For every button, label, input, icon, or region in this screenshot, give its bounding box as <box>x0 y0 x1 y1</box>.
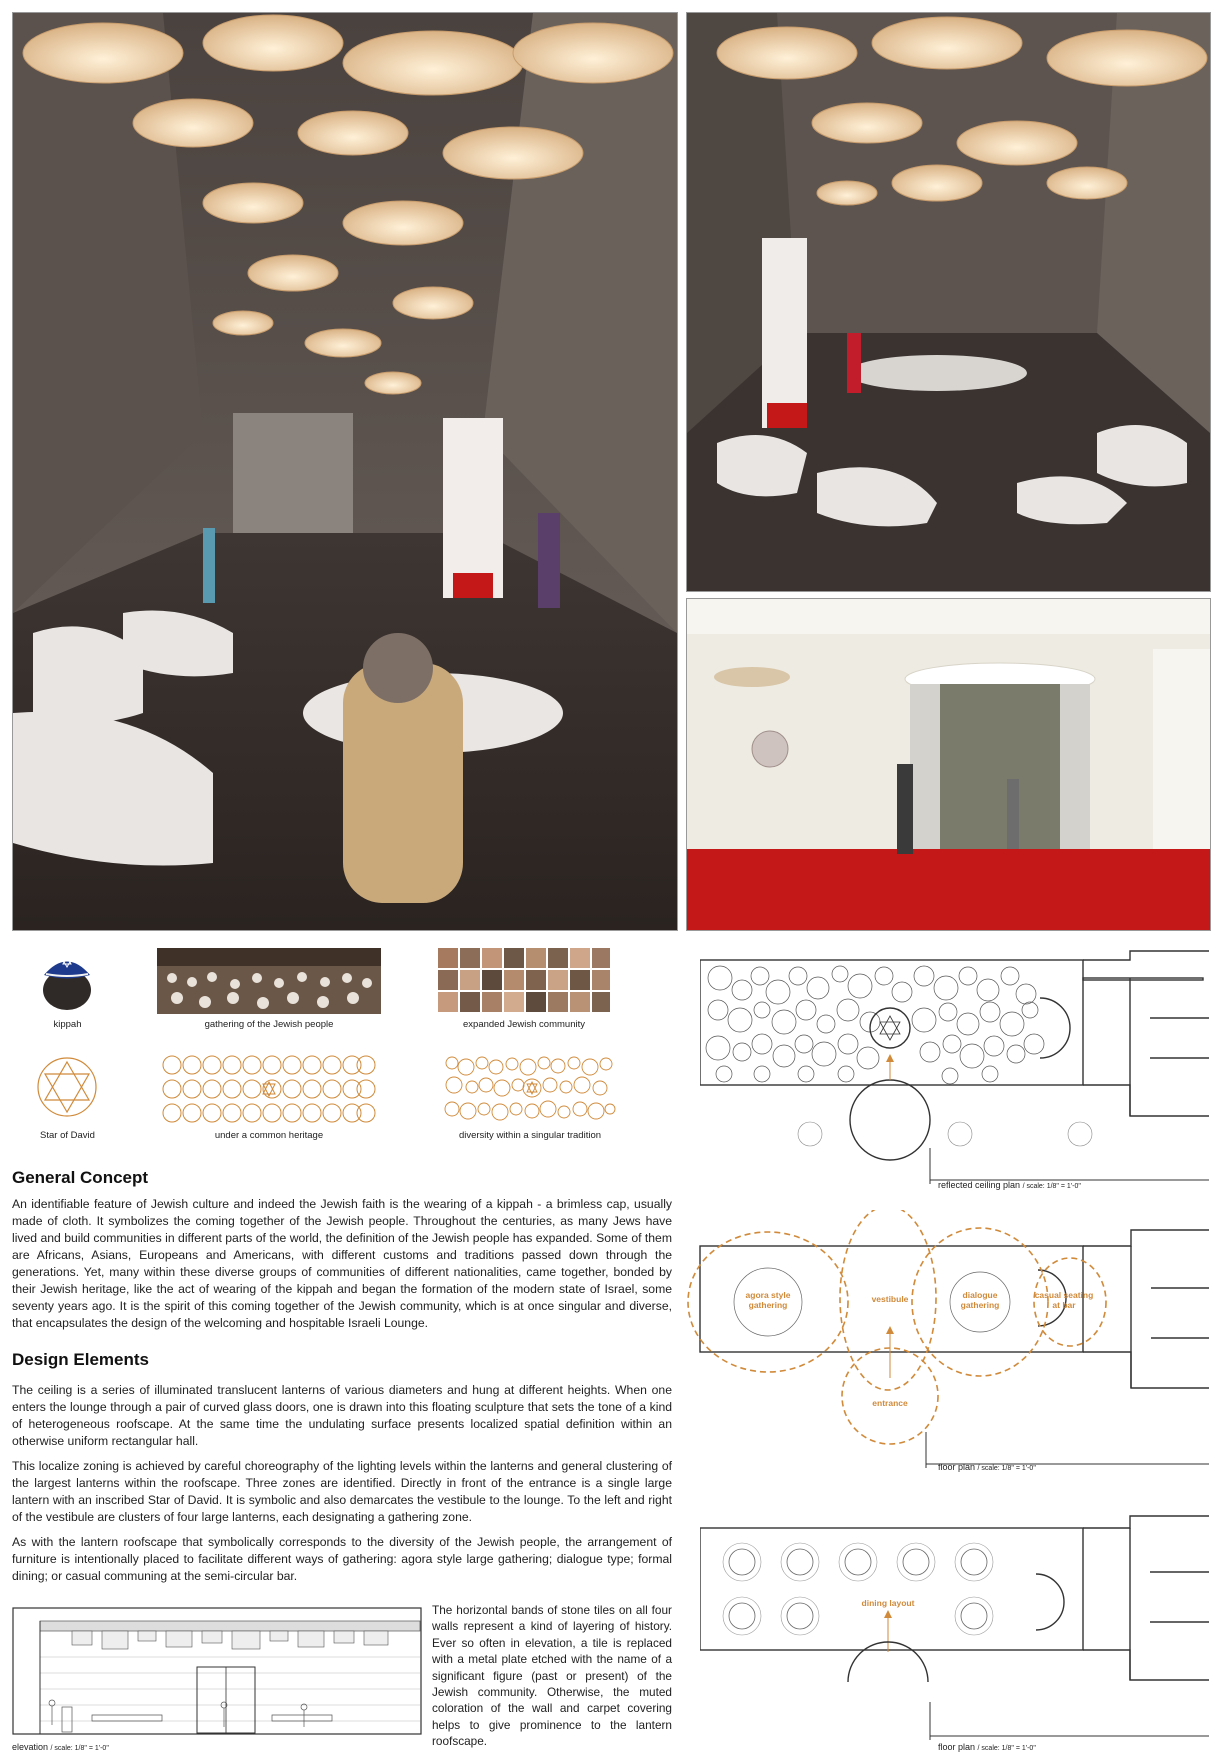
zone-agora-line2: gathering <box>748 1300 788 1310</box>
zone-entrance: entrance <box>872 1398 908 1408</box>
floor-plan-2-caption <box>938 1742 1036 1752</box>
general-concept-paragraph: An identifiable feature of Jewish culture and indeed the Jewish faith is the wearing of a kippah - a brimless cap, usually made of cloth. It symbolizes the coming together of the Jewish people. Throughout the centuries, as many Jews have lived and build communities in different parts of the world, the definition of the Jewish people has expanded. Some of them are Africans, Asians, Europeans and Americans, with different customs and traditions passed down through the generations. Yet, many within these diverse groups of communities of different nationalities, came together, bonded by their Jewish heritage, like the act of wearing of the kippah and began the formation of the modern state of Israel, some seventy years ago. It is the spirit of this coming together of the Jewish community, which is at once singular and diverse, that encapsulates the design of the welcoming and hospitable Israeli Lounge. <box>12 1197 672 1330</box>
rcp-label: reflected ceiling plan <box>938 1180 1021 1190</box>
kippah-caption: kippah <box>53 1019 82 1030</box>
elevation-drawing <box>12 1607 422 1735</box>
lounge-render-gathering <box>686 12 1211 592</box>
design-paragraph-3: As with the lantern roofscape that symbolically corresponds to the diversity of the Jewish people, the arrangement of furniture is intentionally placed to facilitate different ways of gathering: agora style large gathering; dialogue type; formal dining; or casual communing at the semi-circular bar. <box>12 1535 672 1583</box>
zone-casual-line2: at bar <box>1052 1300 1076 1310</box>
rcp-caption <box>938 1180 1081 1190</box>
elevation-label: elevation <box>12 1742 49 1752</box>
floor-plan-1-label: floor plan <box>938 1462 976 1472</box>
reflected-ceiling-plan <box>700 948 1209 1184</box>
floor-plan-dining <box>700 1512 1209 1740</box>
design-elements-title: Design Elements <box>12 1350 149 1369</box>
lounge-render-main <box>12 12 678 931</box>
design-elements-text <box>12 1382 672 1593</box>
community-photo-grid <box>438 948 610 1014</box>
zone-agora-line1: agora style <box>745 1290 791 1300</box>
general-concept-text <box>12 1196 672 1340</box>
elevation-scale: / scale: 1/8" = 1'-0" <box>50 1745 109 1752</box>
rcp-scale: / scale: 1/8" = 1'-0" <box>1022 1183 1081 1190</box>
star-of-david-icon <box>36 1056 98 1118</box>
star-caption: Star of David <box>40 1130 95 1141</box>
lounge-render-entrance <box>686 598 1211 931</box>
floor-plan-zones <box>686 1210 1209 1468</box>
floor-plan-2-label: floor plan <box>938 1742 976 1752</box>
zone-vestibule: vestibule <box>871 1294 909 1304</box>
zone-dialogue-line2: gathering <box>960 1300 1000 1310</box>
elevation-caption <box>12 1742 109 1752</box>
gathering-caption: gathering of the Jewish people <box>204 1019 334 1030</box>
kippah-image <box>38 950 96 1010</box>
floor-plan-2-scale: / scale: 1/8" = 1'-0" <box>977 1745 1036 1752</box>
heritage-caption: under a common heritage <box>214 1130 324 1141</box>
design-paragraph-4: The horizontal bands of stone tiles on all four walls represent a kind of layering of history. Ever so often in elevation, a tile is replaced with a metal plate etched with the name of a significant figure (past or present) of the Jewish community. Otherwise, the muted coloration of the wall and carpet covering helps to give prominence to the lantern roofscape. <box>432 1603 672 1749</box>
design-paragraph-1: The ceiling is a series of illuminated translucent lanterns of various diameters and hung at different heights. When one enters the lounge through a pair of curved glass doors, one is drawn into this floating sculpture that sets the tone of a kind of heterogeneous roofscape. At the same time the undulating surface presents localized spatial definition within an otherwise uniform rectangular hall. <box>12 1383 672 1448</box>
floor-plan-1-caption <box>938 1462 1036 1472</box>
community-caption: expanded Jewish community <box>463 1019 585 1030</box>
design-paragraph-2: This localize zoning is achieved by careful choreography of the lighting levels within the lanterns and general clustering of the largest lanterns within the roofscape. Three zones are identified. Directly in front of the entrance is a single large lantern with an inscribed Star of David. It is symbolic and also demarcates the vestibule to the lounge. To the left and right of the vestibule are clusters of four large lanterns, each designating a gathering zone. <box>12 1459 672 1524</box>
zone-casual-line1: casual seating <box>1034 1290 1094 1300</box>
gathering-photo <box>157 948 381 1014</box>
general-concept-title: General Concept <box>12 1168 149 1187</box>
zone-dining: dining layout <box>861 1598 915 1608</box>
wall-tiles-text <box>432 1602 672 1758</box>
zone-dialogue-line1: dialogue <box>962 1290 998 1300</box>
floor-plan-1-scale: / scale: 1/8" = 1'-0" <box>977 1465 1036 1472</box>
common-heritage-diagram <box>162 1055 376 1123</box>
diversity-diagram <box>444 1055 616 1123</box>
diversity-caption: diversity within a singular tradition <box>458 1130 602 1141</box>
